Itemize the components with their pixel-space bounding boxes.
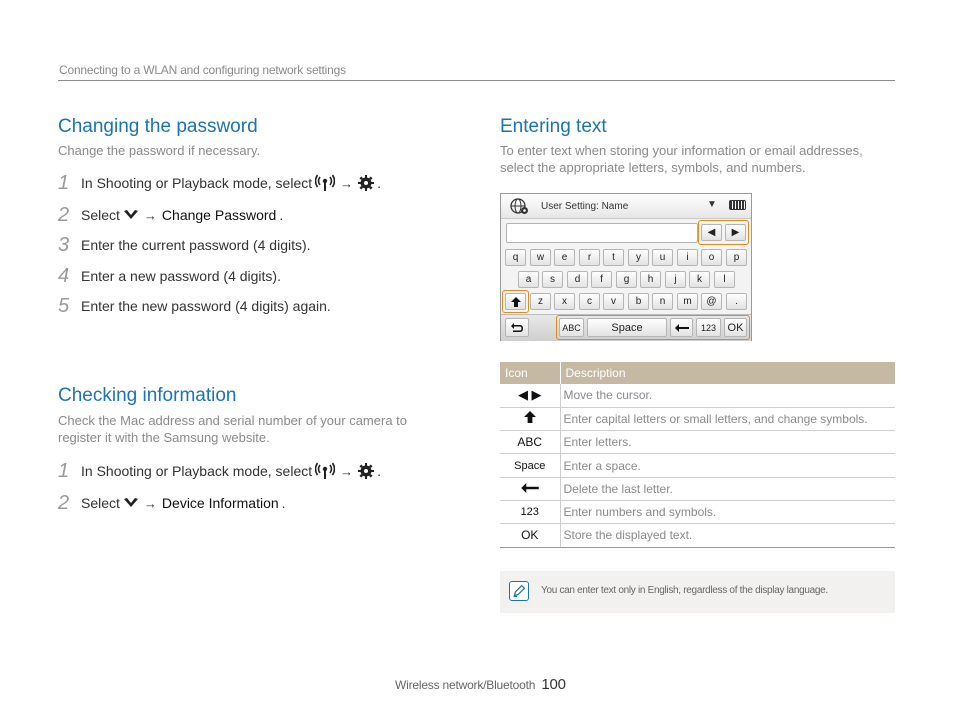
key-h[interactable]: h bbox=[640, 271, 661, 288]
arrow-icon: → bbox=[340, 175, 354, 191]
step-number: 3 bbox=[58, 233, 70, 256]
page-footer bbox=[395, 676, 566, 693]
key-v[interactable]: v bbox=[603, 293, 624, 310]
key-t[interactable]: t bbox=[603, 249, 624, 266]
note-pencil-icon bbox=[509, 581, 529, 601]
shift-key-highlight bbox=[502, 290, 529, 313]
step-number: 1 bbox=[58, 171, 70, 194]
signal-icon: ▼ bbox=[707, 199, 717, 210]
back-return-icon bbox=[510, 323, 524, 333]
key-y[interactable]: y bbox=[628, 249, 649, 266]
section-subtitle-checking: Check the Mac address and serial number of your camera to register it with the Samsung website. bbox=[58, 413, 408, 445]
arrow-icon: → bbox=[340, 463, 354, 479]
space-key[interactable]: Space bbox=[587, 318, 667, 337]
table-cell-description: Move the cursor. bbox=[560, 384, 895, 407]
table-row bbox=[500, 500, 895, 523]
header-divider bbox=[58, 80, 895, 81]
step-text: In Shooting or Playback mode, select bbox=[81, 463, 313, 479]
backspace-arrow-icon bbox=[521, 483, 539, 493]
key-o[interactable]: o bbox=[701, 249, 722, 266]
table-cell-description: Enter a space. bbox=[560, 454, 895, 477]
shift-up-arrow-icon bbox=[524, 411, 536, 423]
key-q[interactable]: q bbox=[505, 249, 526, 266]
password-step-3 bbox=[58, 234, 311, 256]
step-text: Enter the new password (4 digits) again. bbox=[81, 298, 331, 314]
breadcrumb: Connecting to a WLAN and configuring network settings bbox=[59, 63, 346, 77]
table-cell-icon bbox=[500, 407, 560, 430]
chevron-down-icon bbox=[123, 497, 139, 509]
key-g[interactable]: g bbox=[616, 271, 637, 288]
checking-step-1: 1 In Shooting or Playback mode, select → . bbox=[58, 459, 382, 482]
back-key[interactable] bbox=[505, 318, 529, 337]
arrow-icon: → bbox=[143, 495, 157, 511]
step-text: Enter a new password (4 digits). bbox=[81, 268, 281, 284]
key-u[interactable]: u bbox=[652, 249, 673, 266]
step-number: 2 bbox=[58, 203, 70, 226]
text-entry-field[interactable] bbox=[506, 223, 698, 243]
key-n[interactable]: n bbox=[652, 293, 673, 310]
wireless-icon bbox=[315, 462, 335, 480]
section-title-entering: Entering text bbox=[500, 116, 607, 137]
menu-option-device-information: Device Information bbox=[161, 495, 279, 511]
table-row bbox=[500, 477, 895, 500]
key-a[interactable]: a bbox=[518, 271, 539, 288]
table-cell-icon: ABC bbox=[500, 431, 560, 454]
table-row bbox=[500, 384, 895, 407]
table-cell-description: Delete the last letter. bbox=[560, 477, 895, 500]
key-s[interactable]: s bbox=[542, 271, 563, 288]
cursor-right-key[interactable]: ▶ bbox=[725, 224, 746, 241]
step-text: Select bbox=[81, 207, 120, 223]
note-text: You can enter text only in English, regardless of the display language. bbox=[541, 585, 828, 596]
key-i[interactable]: i bbox=[677, 249, 698, 266]
key-period[interactable]: . bbox=[726, 293, 747, 310]
table-cell-icon bbox=[500, 384, 560, 407]
battery-icon bbox=[729, 200, 746, 210]
table-cell-description: Enter numbers and symbols. bbox=[560, 500, 895, 523]
globe-settings-icon bbox=[509, 197, 529, 215]
step-text: Enter the current password (4 digits). bbox=[81, 237, 311, 253]
key-e[interactable]: e bbox=[554, 249, 575, 266]
section-title-password: Changing the password bbox=[58, 116, 258, 137]
camera-title-bar bbox=[501, 194, 751, 219]
page-number: 100 bbox=[541, 676, 566, 693]
table-row bbox=[500, 407, 895, 430]
key-j[interactable]: j bbox=[665, 271, 686, 288]
icon-description-table bbox=[500, 362, 895, 548]
step-number: 2 bbox=[58, 491, 70, 514]
key-p[interactable]: p bbox=[726, 249, 747, 266]
chevron-down-icon bbox=[123, 209, 139, 221]
key-x[interactable]: x bbox=[554, 293, 575, 310]
key-w[interactable]: w bbox=[530, 249, 551, 266]
table-header-description: Description bbox=[560, 362, 895, 384]
key-c[interactable]: c bbox=[579, 293, 600, 310]
checking-step-2: 2 Select → Device Information . bbox=[58, 491, 286, 514]
note-box bbox=[500, 571, 895, 613]
key-r[interactable]: r bbox=[579, 249, 600, 266]
key-m[interactable]: m bbox=[677, 293, 698, 310]
camera-keyboard-screen bbox=[500, 193, 752, 341]
step-number: 1 bbox=[58, 459, 70, 482]
key-z[interactable]: z bbox=[530, 293, 551, 310]
table-cell-description: Enter letters. bbox=[560, 431, 895, 454]
menu-option-change-password: Change Password bbox=[161, 207, 277, 223]
bottom-keys-highlight bbox=[556, 315, 750, 340]
section-subtitle-password: Change the password if necessary. bbox=[58, 143, 261, 158]
step-number: 4 bbox=[58, 264, 70, 287]
password-step-2: 2 Select → Change Password . bbox=[58, 203, 284, 226]
section-title-checking: Checking information bbox=[58, 385, 237, 406]
table-cell-icon bbox=[500, 477, 560, 500]
table-header-row bbox=[500, 362, 895, 384]
password-step-1: 1 In Shooting or Playback mode, select → . bbox=[58, 171, 382, 194]
cursor-left-key[interactable]: ◀ bbox=[701, 224, 722, 241]
abc-mode-key[interactable]: ABC bbox=[559, 318, 584, 337]
step-text: Select bbox=[81, 495, 120, 511]
left-right-arrows-icon: ◀ ▶ bbox=[517, 387, 542, 403]
password-step-4 bbox=[58, 265, 281, 287]
cursor-keys-highlight bbox=[698, 220, 749, 245]
wireless-icon bbox=[315, 174, 335, 192]
arrow-icon: → bbox=[143, 207, 157, 223]
table-header-icon: Icon bbox=[500, 362, 560, 384]
table-row bbox=[500, 524, 895, 547]
gear-icon bbox=[358, 175, 374, 191]
table-row bbox=[500, 431, 895, 454]
step-number: 5 bbox=[58, 294, 70, 317]
table-cell-description: Store the displayed text. bbox=[560, 524, 895, 547]
table-cell-icon: OK bbox=[500, 524, 560, 547]
table-cell-icon: 123 bbox=[500, 500, 560, 523]
camera-screen-title: User Setting: Name bbox=[541, 201, 629, 212]
key-d[interactable]: d bbox=[567, 271, 588, 288]
number-mode-key[interactable]: 123 bbox=[696, 318, 721, 337]
key-at[interactable]: @ bbox=[701, 293, 722, 310]
step-text: In Shooting or Playback mode, select bbox=[81, 175, 313, 191]
key-b[interactable]: b bbox=[628, 293, 649, 310]
key-l[interactable]: l bbox=[714, 271, 735, 288]
key-k[interactable]: k bbox=[689, 271, 710, 288]
key-f[interactable]: f bbox=[591, 271, 612, 288]
password-step-5 bbox=[58, 295, 331, 317]
footer-section: Wireless network/Bluetooth bbox=[395, 678, 536, 692]
table-cell-icon: Space bbox=[500, 454, 560, 477]
section-subtitle-entering: To enter text when storing your information or email addresses, select the appropriate letters, symbols, and numbers. bbox=[500, 143, 863, 175]
table-row bbox=[500, 454, 895, 477]
gear-icon bbox=[358, 463, 374, 479]
ok-key[interactable]: OK bbox=[724, 318, 747, 337]
table-cell-description: Enter capital letters or small letters, and change symbols. bbox=[560, 407, 895, 430]
